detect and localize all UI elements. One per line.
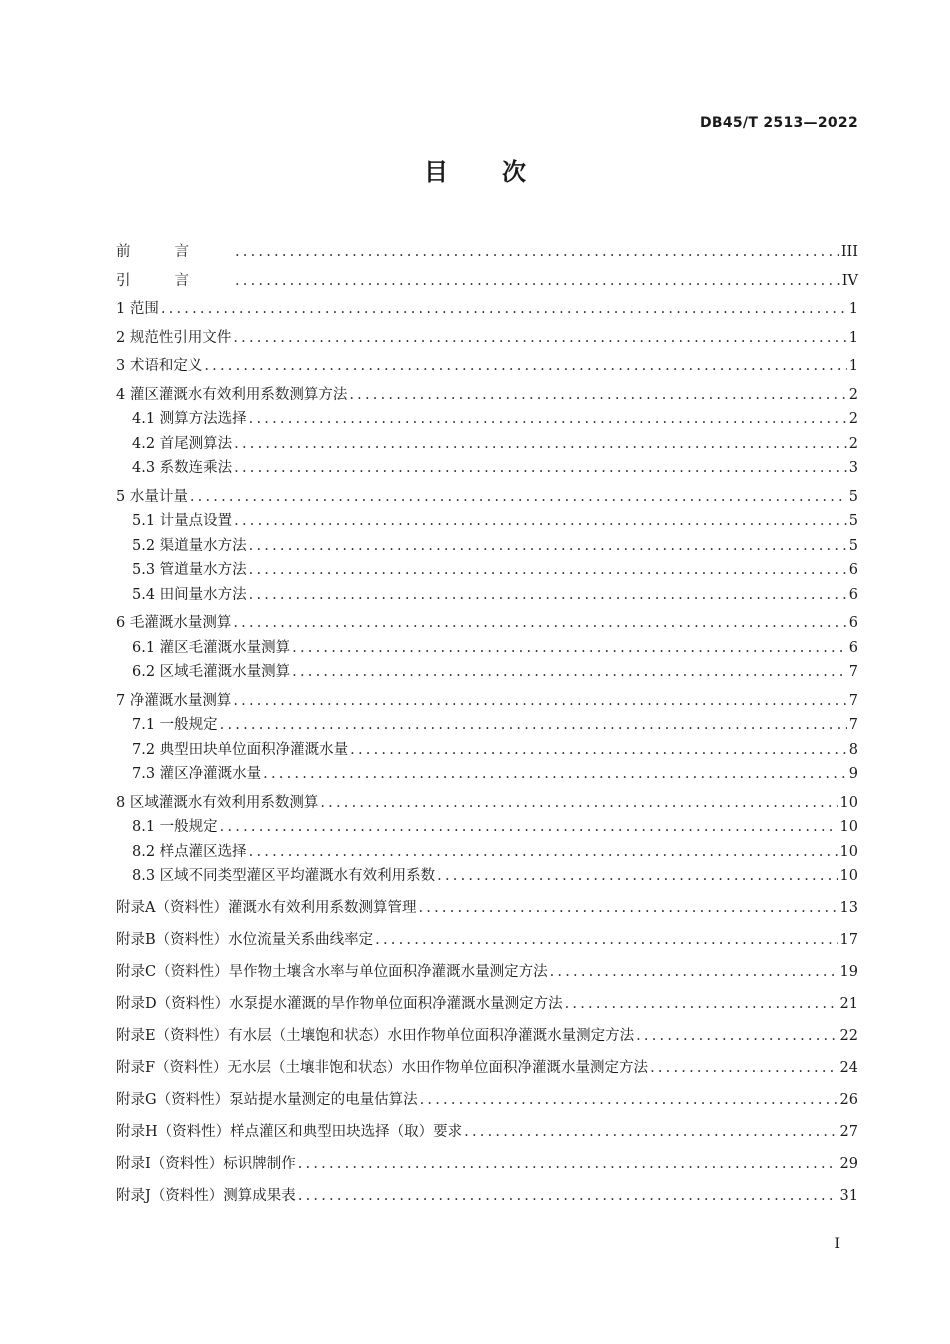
toc-leader-dots xyxy=(161,301,847,317)
toc-entry-page: 7 xyxy=(848,692,858,709)
toc-entry-page: 10 xyxy=(839,868,858,884)
toc-entry-label: 8 区域灌溉水有效利用系数测算 xyxy=(116,794,319,811)
toc-leader-dots xyxy=(235,244,839,260)
toc-entry[interactable] xyxy=(116,354,858,379)
toc-entry[interactable] xyxy=(116,583,858,608)
toc-leader-dots xyxy=(234,460,847,476)
toc-entry[interactable] xyxy=(116,762,858,787)
toc-entry-label: 2 规范性引用文件 xyxy=(116,329,232,346)
toc-leader-dots xyxy=(234,436,847,452)
toc-entry-label: 4 灌区灌溉水有效利用系数测算方法 xyxy=(116,386,348,403)
toc-leader-dots xyxy=(234,513,847,529)
toc-entry-label: 附录E（资料性）有水层（土壤饱和状态）水田作物单位面积净灌溉水量测定方法 xyxy=(116,1028,635,1044)
toc-entry-page: 2 xyxy=(848,411,858,427)
toc-entry[interactable] xyxy=(116,992,858,1017)
toc-entry[interactable] xyxy=(116,1184,858,1209)
toc-leader-dots xyxy=(375,932,837,948)
toc-entry[interactable] xyxy=(116,738,858,763)
toc-entry-label: 附录G（资料性）泵站提水量测定的电量估算法 xyxy=(116,1092,418,1108)
toc-leader-dots xyxy=(249,587,847,603)
toc-entry-page: 10 xyxy=(839,794,858,811)
toc-leader-dots xyxy=(298,1188,838,1204)
toc-entry[interactable] xyxy=(116,269,858,294)
toc-leader-dots xyxy=(636,1028,837,1044)
toc-entry[interactable] xyxy=(116,1152,858,1177)
toc-entry-page: 27 xyxy=(839,1124,858,1140)
toc-entry-label: 7.1 一般规定 xyxy=(132,717,218,733)
table-of-contents xyxy=(116,240,858,1209)
toc-leader-dots xyxy=(292,664,847,680)
toc-leader-dots xyxy=(263,766,847,782)
toc-entry-page: 1 xyxy=(848,329,858,346)
toc-entry-page: 1 xyxy=(848,358,858,374)
toc-entry-page: 26 xyxy=(839,1092,858,1108)
toc-entry-page: 13 xyxy=(839,900,858,916)
toc-entry[interactable] xyxy=(116,485,858,510)
toc-entry[interactable] xyxy=(116,407,858,432)
toc-leader-dots xyxy=(650,1060,837,1076)
toc-entry-label: 5.2 渠道量水方法 xyxy=(132,537,247,554)
toc-entry[interactable] xyxy=(116,636,858,661)
toc-entry-page: 21 xyxy=(839,996,858,1012)
toc-entry-page: 29 xyxy=(839,1156,858,1172)
toc-entry-page: III xyxy=(840,244,858,260)
toc-leader-dots xyxy=(220,819,838,835)
toc-entry-label: 引言 xyxy=(116,272,233,289)
toc-entry-page: 31 xyxy=(839,1188,858,1204)
toc-entry-label: 6 毛灌溉水量测算 xyxy=(116,615,232,631)
toc-leader-dots xyxy=(233,330,846,346)
toc-entry-label: 5.3 管道量水方法 xyxy=(132,562,247,578)
toc-entry[interactable] xyxy=(116,928,858,953)
toc-entry[interactable] xyxy=(116,660,858,685)
toc-leader-dots xyxy=(437,868,837,884)
toc-leader-dots xyxy=(249,411,847,427)
page-number: I xyxy=(834,1236,840,1252)
toc-entry-page: 2 xyxy=(848,435,858,452)
toc-entry-page: 1 xyxy=(848,301,858,317)
toc-leader-dots xyxy=(550,964,838,980)
toc-leader-dots xyxy=(420,1092,838,1108)
toc-entry-page: 8 xyxy=(848,741,858,758)
toc-entry[interactable] xyxy=(116,840,858,865)
toc-entry[interactable] xyxy=(116,456,858,481)
toc-entry[interactable] xyxy=(116,791,858,816)
toc-entry[interactable] xyxy=(116,297,858,322)
toc-entry[interactable] xyxy=(116,509,858,534)
toc-entry-page: 9 xyxy=(848,766,858,782)
toc-entry-label: 附录J（资料性）测算成果表 xyxy=(116,1188,296,1204)
toc-entry-page: 6 xyxy=(848,586,858,603)
toc-entry-label: 1 范围 xyxy=(116,301,159,317)
toc-entry-label: 8.3 区域不同类型灌区平均灌溉水有效利用系数 xyxy=(132,868,436,884)
toc-entry-page: 19 xyxy=(839,964,858,980)
toc-leader-dots xyxy=(320,795,837,811)
page-title xyxy=(0,152,950,187)
toc-entry-label: 3 术语和定义 xyxy=(116,358,203,374)
toc-leader-dots xyxy=(233,693,846,709)
toc-entry-page: 7 xyxy=(848,664,858,680)
toc-entry[interactable] xyxy=(116,240,858,265)
toc-entry-page: 6 xyxy=(848,615,858,631)
toc-entry[interactable] xyxy=(116,326,858,351)
toc-entry[interactable] xyxy=(116,864,858,889)
title-char-2: 次 xyxy=(502,158,526,186)
toc-entry-label: 4.1 测算方法选择 xyxy=(132,411,247,427)
toc-entry-label: 5 水量计量 xyxy=(116,488,188,505)
toc-entry-page: 3 xyxy=(848,460,858,476)
toc-entry[interactable] xyxy=(116,558,858,583)
toc-entry-label: 8.1 一般规定 xyxy=(132,819,218,835)
toc-entry-label: 附录H（资料性）样点灌区和典型田块选择（取）要求 xyxy=(116,1124,463,1140)
toc-entry-page: 7 xyxy=(848,717,858,733)
toc-entry[interactable] xyxy=(116,1120,858,1145)
toc-entry-label: 前言 xyxy=(116,244,233,260)
toc-leader-dots xyxy=(464,1124,837,1140)
toc-entry-label: 附录F（资料性）无水层（土壤非饱和状态）水田作物单位面积净灌溉水量测定方法 xyxy=(116,1060,649,1076)
toc-entry-label: 7.2 典型田块单位面积净灌溉水量 xyxy=(132,741,349,758)
toc-entry-label: 5.1 计量点设置 xyxy=(132,513,233,529)
toc-entry[interactable] xyxy=(116,383,858,408)
toc-leader-dots xyxy=(350,742,847,758)
toc-leader-dots xyxy=(204,358,846,374)
toc-entry-page: 17 xyxy=(839,932,858,948)
toc-entry-label: 5.4 田间量水方法 xyxy=(132,586,247,603)
toc-entry-label: 附录B（资料性）水位流量关系曲线率定 xyxy=(116,932,374,948)
toc-leader-dots xyxy=(235,273,840,289)
toc-entry[interactable] xyxy=(116,815,858,840)
toc-entry-label: 6.1 灌区毛灌溉水量测算 xyxy=(132,639,291,656)
toc-entry[interactable] xyxy=(116,960,858,985)
toc-entry[interactable] xyxy=(116,1024,858,1049)
toc-leader-dots xyxy=(220,717,847,733)
document-code: DB45/T 2513—2022 xyxy=(699,115,858,131)
toc-leader-dots xyxy=(190,489,847,505)
toc-entry-page: 5 xyxy=(848,513,858,529)
toc-entry-page: 22 xyxy=(839,1028,858,1044)
toc-entry-page: 24 xyxy=(839,1060,858,1076)
toc-entry-label: 附录D（资料性）水泵提水灌溉的旱作物单位面积净灌溉水量测定方法 xyxy=(116,996,563,1012)
toc-entry[interactable] xyxy=(116,611,858,636)
toc-leader-dots xyxy=(233,615,846,631)
toc-leader-dots xyxy=(249,562,847,578)
toc-entry-page: 2 xyxy=(848,386,858,403)
toc-entry-page: 10 xyxy=(839,843,858,860)
toc-entry-label: 4.2 首尾测算法 xyxy=(132,435,233,452)
toc-entry-label: 6.2 区域毛灌溉水量测算 xyxy=(132,664,291,680)
toc-leader-dots xyxy=(298,1156,838,1172)
toc-entry[interactable] xyxy=(116,1088,858,1113)
toc-entry[interactable] xyxy=(116,1056,858,1081)
toc-leader-dots xyxy=(418,900,837,916)
toc-entry[interactable] xyxy=(116,534,858,559)
toc-leader-dots xyxy=(249,844,838,860)
toc-leader-dots xyxy=(292,640,847,656)
toc-entry[interactable] xyxy=(116,713,858,738)
toc-leader-dots xyxy=(249,538,847,554)
toc-entry-page: 5 xyxy=(848,488,858,505)
toc-leader-dots xyxy=(565,996,838,1012)
toc-entry-label: 7 净灌溉水量测算 xyxy=(116,692,232,709)
toc-entry-page: 5 xyxy=(848,537,858,554)
toc-entry-label: 4.3 系数连乘法 xyxy=(132,460,233,476)
toc-entry[interactable] xyxy=(116,896,858,921)
title-char-1: 目 xyxy=(424,158,448,186)
toc-entry-label: 附录I（资料性）标识牌制作 xyxy=(116,1156,296,1172)
toc-entry-page: 6 xyxy=(848,639,858,656)
toc-entry-label: 附录C（资料性）旱作物土壤含水率与单位面积净灌溉水量测定方法 xyxy=(116,964,548,980)
toc-entry[interactable] xyxy=(116,432,858,457)
toc-entry-page: 6 xyxy=(848,562,858,578)
toc-entry-page: IV xyxy=(841,272,858,289)
toc-entry-label: 8.2 样点灌区选择 xyxy=(132,843,247,860)
toc-entry[interactable] xyxy=(116,689,858,714)
toc-entry-label: 7.3 灌区净灌溉水量 xyxy=(132,766,262,782)
toc-entry-page: 10 xyxy=(839,819,858,835)
toc-entry-label: 附录A（资料性）灌溉水有效利用系数测算管理 xyxy=(116,900,417,916)
toc-leader-dots xyxy=(349,387,846,403)
